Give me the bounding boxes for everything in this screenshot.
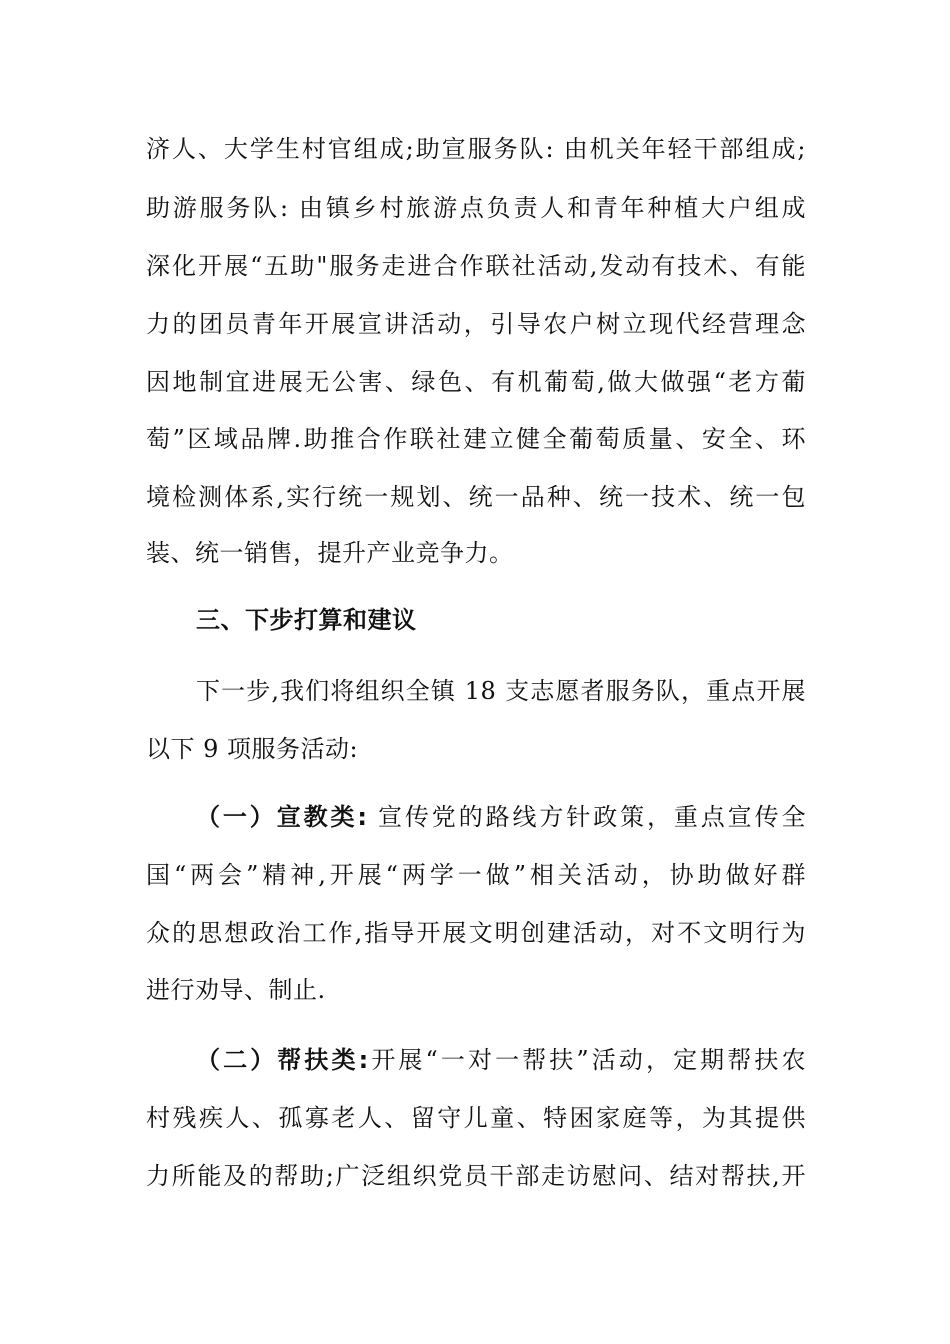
paragraph-line: 萄”区域品牌.助推合作联社建立健全葡萄质量、安全、环 [146, 425, 806, 453]
list-item-label: （二）帮扶类: [196, 1046, 369, 1074]
paragraph-line: 力所能及的帮助;广泛组织党员干部走访慰问、结对帮扶,开 [146, 1162, 806, 1190]
paragraph-line: 国“两会”精神,开展“两学一做”相关活动，协助做好群 [146, 861, 806, 889]
paragraph-line: 因地制宜进展无公害、绿色、有机葡萄,做大做强“老方葡 [146, 368, 806, 396]
list-item-first-line [196, 1044, 806, 1076]
paragraph-line: 村残疾人、孤寡老人、留守儿童、特困家庭等，为其提供 [146, 1104, 806, 1132]
paragraph-line: 装、统一销售，提升产业竞争力。 [146, 539, 514, 567]
list-item-text: 宣传党的路线方针政策，重点宣传全 [367, 803, 806, 831]
paragraph-line: 众的思想政治工作,指导开展文明创建活动，对不文明行为 [146, 919, 806, 947]
paragraph-line: 下一步,我们将组织全镇 18 支志愿者服务队，重点开展 [196, 677, 806, 705]
paragraph-line: 进行劝导、制止. [146, 976, 326, 1004]
list-item-text: 开展“一对一帮扶”活动，定期帮扶农 [368, 1046, 806, 1074]
section-heading: 三、下步打算和建议 [196, 606, 417, 634]
list-item-label: （一）宣教类: [196, 803, 368, 831]
paragraph-line: 深化开展“五助"服务走进合作联社活动,发动有技术、有能 [146, 252, 806, 280]
list-item-first-line [196, 801, 806, 833]
paragraph-line: 力的团员青年开展宣讲活动，引导农户树立现代经营理念 [146, 310, 806, 338]
paragraph-line: 济人、大学生村官组成;助宣服务队: 由机关年轻干部组成; [146, 135, 806, 163]
paragraph-line: 以下 9 项服务活动: [146, 735, 359, 763]
paragraph-line: 境检测体系,实行统一规划、统一品种、统一技术、统一包 [146, 483, 806, 511]
paragraph-line: 助游服务队: 由镇乡村旅游点负责人和青年种植大户组成 [146, 194, 806, 222]
